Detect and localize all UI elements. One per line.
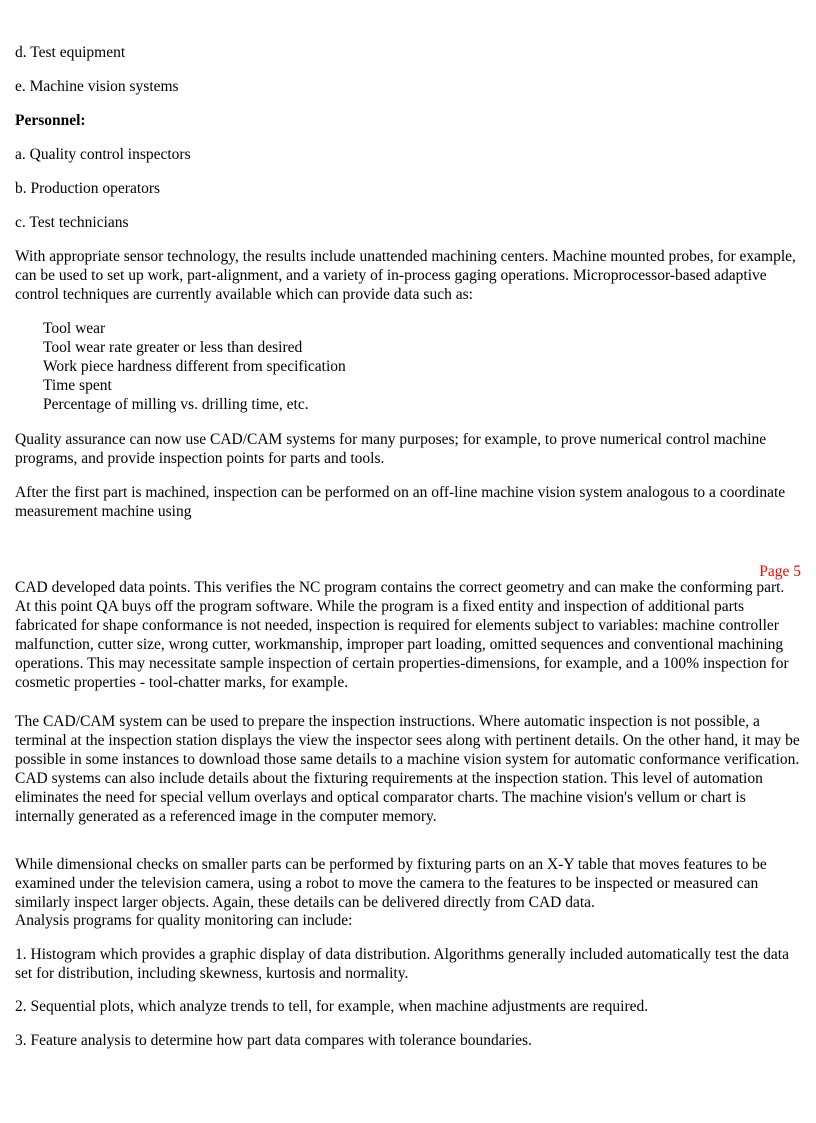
paragraph-dimensional-checks: While dimensional checks on smaller parts can be performed by fixturing parts on an X-Y table that moves features to be examined under the television camera, using a robot to move the camera to the features to be inspected or measured can similarly inspect larger objects. Again, these details can be delivered directly from CAD data.	[15, 856, 767, 911]
paragraph-cad-data-points: CAD developed data points. This verifies the NC program contains the correct geometry and can make the conforming part. At this point QA buys off the program software. While the program is a fixed entity and inspection of additional parts fabricated for shape conformance is not needed, inspection is required for elements subject to variables: machine controller malfunction, cutter size, wrong cutter, workmanship, improper part loading, omitted sequences and conventional machining operations. This may necessitate sample inspection of certain properties-dimensions, for example, and a 100% inspection for cosmetic properties - tool-chatter marks, for example.	[15, 579, 789, 691]
analysis-item-histogram: 1. Histogram which provides a graphic display of data distribution. Algorithms generally included automatically test the data set for distribution, including skewness, kurtosis and normality.	[15, 946, 789, 982]
list-item: Tool wear	[43, 320, 106, 337]
analysis-item-feature-analysis: 3. Feature analysis to determine how part data compares with tolerance boundaries.	[15, 1032, 532, 1049]
paragraph-sensor-technology: With appropriate sensor technology, the results include unattended machining centers. Machine mounted probes, for example, can be used to set up work, part-alignment, and a variety of in-process gaging operations. Microprocessor-based adaptive control techniques are currently available which can provide data such as:	[15, 248, 796, 303]
personnel-item-c: c. Test technicians	[15, 214, 129, 231]
adaptive-control-data-list	[15, 319, 801, 414]
paragraph-inspection-instructions: The CAD/CAM system can be used to prepare the inspection instructions. Where automatic inspection is not possible, a terminal at the inspection station displays the view the inspector sees along with pertinent details. On the other hand, it may be possible in some instances to download those same details to a machine vision system for automatic conformance verification. CAD systems can also include details about the fixturing requirements at the inspection station. This level of automation eliminates the need for special vellum overlays and optical comparator charts. The machine vision's vellum or chart is internally generated as a referenced image in the computer memory.	[15, 713, 800, 825]
personnel-item-a: a. Quality control inspectors	[15, 146, 191, 163]
list-item: Percentage of milling vs. drilling time, etc.	[43, 396, 309, 413]
paragraph-first-part: After the first part is machined, inspection can be performed on an off-line machine vision system analogous to a coordinate measurement machine using	[15, 484, 786, 520]
personnel-heading: Personnel:	[15, 112, 86, 129]
paragraph-analysis-intro: Analysis programs for quality monitoring can include:	[15, 912, 353, 929]
list-item: Tool wear rate greater or less than desired	[43, 339, 303, 356]
equipment-item-e: e. Machine vision systems	[15, 78, 179, 95]
list-item: Time spent	[43, 377, 112, 394]
paragraph-cadcam-purposes: Quality assurance can now use CAD/CAM systems for many purposes; for example, to prove numerical control machine programs, and provide inspection points for parts and tools.	[15, 431, 767, 467]
personnel-item-b: b. Production operators	[15, 180, 161, 197]
list-item: Work piece hardness different from specification	[43, 358, 346, 375]
page-number: Page 5	[759, 562, 801, 580]
analysis-item-sequential-plots: 2. Sequential plots, which analyze trends to tell, for example, when machine adjustments are required.	[15, 998, 649, 1015]
equipment-item-d: d. Test equipment	[15, 44, 126, 61]
